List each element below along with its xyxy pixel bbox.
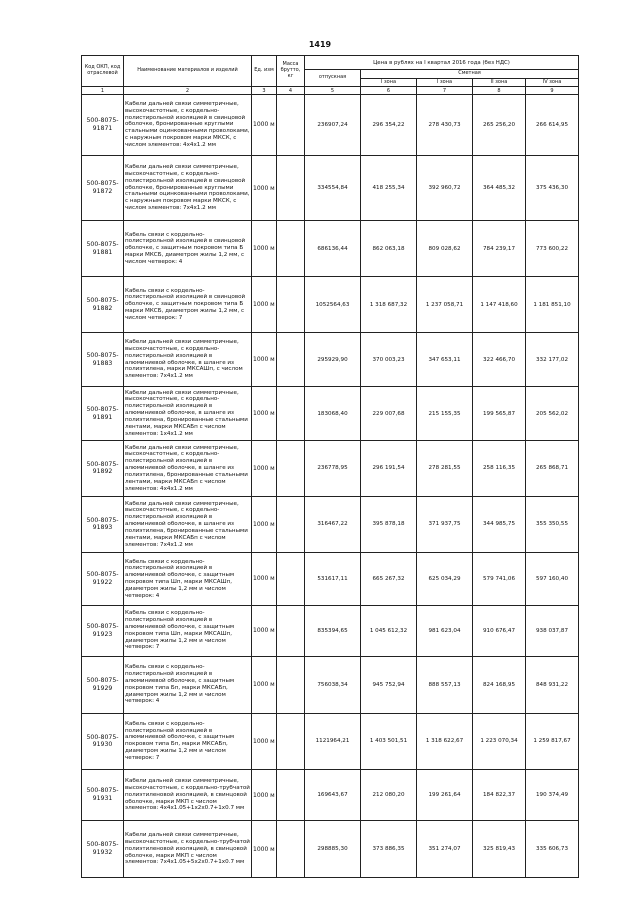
product-code: 500-8075-91929 bbox=[82, 657, 124, 714]
table-row bbox=[82, 155, 579, 221]
mass-cell bbox=[277, 155, 305, 221]
zone-2-price: 888 557,13 bbox=[417, 657, 473, 714]
zone-1-price: 665 267,32 bbox=[361, 553, 417, 605]
zone-3-price: 325 819,43 bbox=[473, 821, 526, 878]
product-name: Кабели дальней связи симметричные, высокочастотные, с кордельно-полистирольной изоляцией в алюминиевой оболочке, в шланге из полиэтилена, бронированные стальными лентами, марки МКСАБп с числом элементов: 1х4х1.2 мм bbox=[124, 386, 252, 440]
mass-cell bbox=[277, 605, 305, 656]
unit-cell: 1000 м bbox=[252, 386, 277, 440]
zone-1-price: 1 318 687,32 bbox=[361, 276, 417, 333]
release-price: 298885,30 bbox=[305, 821, 361, 878]
zone-1-price: 229 007,68 bbox=[361, 386, 417, 440]
table-row bbox=[82, 221, 579, 276]
release-price: 1121964,21 bbox=[305, 713, 361, 770]
zone-2-price: 215 155,35 bbox=[417, 386, 473, 440]
table-row bbox=[82, 333, 579, 386]
zone-3-price: 199 565,87 bbox=[473, 386, 526, 440]
zone-4-price: 335 606,73 bbox=[526, 821, 579, 878]
product-name: Кабели дальней связи симметричные, высокочастотные, с кордельно-полистирольной изоляцией в алюминиевой оболочке, в шланге из полиэтилена, марки МКСАШп, с числом элементов: 7х4х1.2 мм bbox=[124, 333, 252, 386]
zone-2-price: 278 430,73 bbox=[417, 95, 473, 156]
zone-1-price: 945 752,94 bbox=[361, 657, 417, 714]
mass-cell bbox=[277, 770, 305, 821]
product-name: Кабель связи с кордельно-полистирольной изоляцией в алюминиевой оболочке, с защитным покровом типа Бп, марки МКСАБп, диаметром жилы 1,2 мм и числом четверок: 7 bbox=[124, 713, 252, 770]
table-row bbox=[82, 496, 579, 553]
zone-2-price: 1 318 622,67 bbox=[417, 713, 473, 770]
product-name: Кабели дальней связи симметричные, высокочастотные, с кордельно-полистирольной изоляцией в свинцовой оболочке, бронированные круглыми стальными оцинкованными проволоками, с наружным покровом марки МКСК, с числом элементов: 4х4х1.2 мм bbox=[124, 95, 252, 156]
zone-4-price: 1 181 851,10 bbox=[526, 276, 579, 333]
unit-cell: 1000 м bbox=[252, 95, 277, 156]
table-row bbox=[82, 821, 579, 878]
zone-1-price: 862 063,18 bbox=[361, 221, 417, 276]
zone-3-price: 265 256,20 bbox=[473, 95, 526, 156]
table-row bbox=[82, 441, 579, 496]
column-number: 5 bbox=[305, 87, 361, 95]
header-code: Код ОКП, код отраслевой bbox=[82, 56, 124, 87]
header-price-group: Цена в рублях на I квартал 2016 года (без НДС) bbox=[305, 56, 579, 70]
unit-cell: 1000 м bbox=[252, 441, 277, 496]
unit-cell: 1000 м bbox=[252, 605, 277, 656]
table-row bbox=[82, 276, 579, 333]
table-row bbox=[82, 553, 579, 605]
zone-1-price: 418 255,34 bbox=[361, 155, 417, 221]
zone-3-price: 910 676,47 bbox=[473, 605, 526, 656]
product-code: 500-8075-91871 bbox=[82, 95, 124, 156]
unit-cell: 1000 м bbox=[252, 553, 277, 605]
zone-1-price: 1 045 612,32 bbox=[361, 605, 417, 656]
zone-3-price: 322 466,70 bbox=[473, 333, 526, 386]
zone-2-price: 625 034,29 bbox=[417, 553, 473, 605]
mass-cell bbox=[277, 657, 305, 714]
unit-cell: 1000 м bbox=[252, 821, 277, 878]
zone-1-price: 373 886,35 bbox=[361, 821, 417, 878]
product-code: 500-8075-91881 bbox=[82, 221, 124, 276]
zone-3-price: 1 223 070,34 bbox=[473, 713, 526, 770]
zone-4-price: 375 436,30 bbox=[526, 155, 579, 221]
zone-4-price: 190 374,49 bbox=[526, 770, 579, 821]
column-number: 2 bbox=[124, 87, 252, 95]
zone-1-price: 296 191,54 bbox=[361, 441, 417, 496]
zone-2-price: 199 261,64 bbox=[417, 770, 473, 821]
zone-4-price: 205 562,02 bbox=[526, 386, 579, 440]
zone-3-price: 1 147 418,60 bbox=[473, 276, 526, 333]
zone-1-price: 370 003,23 bbox=[361, 333, 417, 386]
zone-3-price: 579 741,06 bbox=[473, 553, 526, 605]
product-name: Кабель связи с кордельно-полистирольной изоляцией в свинцовой оболочке, с защитным покровом типа Б марки МКСБ, диаметром жилы 1,2 мм, с числом четверок: 7 bbox=[124, 276, 252, 333]
release-price: 756038,34 bbox=[305, 657, 361, 714]
header-unit: Ед. изм bbox=[252, 56, 277, 87]
unit-cell: 1000 м bbox=[252, 155, 277, 221]
zone-3-price: 824 168,95 bbox=[473, 657, 526, 714]
zone-3-price: 784 239,17 bbox=[473, 221, 526, 276]
unit-cell: 1000 м bbox=[252, 333, 277, 386]
table-row bbox=[82, 713, 579, 770]
product-code: 500-8075-91930 bbox=[82, 713, 124, 770]
zone-2-price: 809 028,62 bbox=[417, 221, 473, 276]
product-code: 500-8075-91872 bbox=[82, 155, 124, 221]
release-price: 169643,67 bbox=[305, 770, 361, 821]
zone-4-price: 332 177,02 bbox=[526, 333, 579, 386]
product-code: 500-8075-91922 bbox=[82, 553, 124, 605]
zone-1-price: 212 080,20 bbox=[361, 770, 417, 821]
release-price: 236907,24 bbox=[305, 95, 361, 156]
product-code: 500-8075-91893 bbox=[82, 496, 124, 553]
zone-2-price: 371 937,75 bbox=[417, 496, 473, 553]
product-code: 500-8075-91883 bbox=[82, 333, 124, 386]
release-price: 686136,44 bbox=[305, 221, 361, 276]
header-zone-3: II зона bbox=[473, 79, 526, 87]
header-estimated: Сметная bbox=[361, 70, 579, 79]
zone-4-price: 938 037,87 bbox=[526, 605, 579, 656]
zone-2-price: 351 274,07 bbox=[417, 821, 473, 878]
product-name: Кабели дальней связи симметричные, высокочастотные, с кордельно-трубчатой полиэтиленовой изоляцией, в свинцовой оболочке, марки МКП с числом элементов: 4х4х1.05+1х2х0.7+1х0.7 мм bbox=[124, 770, 252, 821]
unit-cell: 1000 м bbox=[252, 713, 277, 770]
column-number: 8 bbox=[473, 87, 526, 95]
unit-cell: 1000 м bbox=[252, 770, 277, 821]
header-zone-4: IV зона bbox=[526, 79, 579, 87]
zone-4-price: 848 931,22 bbox=[526, 657, 579, 714]
unit-cell: 1000 м bbox=[252, 496, 277, 553]
zone-2-price: 981 623,04 bbox=[417, 605, 473, 656]
unit-cell: 1000 м bbox=[252, 221, 277, 276]
product-code: 500-8075-91882 bbox=[82, 276, 124, 333]
release-price: 236778,95 bbox=[305, 441, 361, 496]
release-price: 334554,84 bbox=[305, 155, 361, 221]
zone-2-price: 347 653,11 bbox=[417, 333, 473, 386]
zone-3-price: 184 822,37 bbox=[473, 770, 526, 821]
zone-3-price: 344 985,75 bbox=[473, 496, 526, 553]
mass-cell bbox=[277, 441, 305, 496]
zone-4-price: 265 868,71 bbox=[526, 441, 579, 496]
price-table bbox=[81, 55, 579, 878]
zone-4-price: 597 160,40 bbox=[526, 553, 579, 605]
table-row bbox=[82, 770, 579, 821]
header-release: отпускная bbox=[305, 70, 361, 87]
zone-3-price: 364 485,32 bbox=[473, 155, 526, 221]
release-price: 183068,40 bbox=[305, 386, 361, 440]
zone-4-price: 1 259 817,67 bbox=[526, 713, 579, 770]
product-name: Кабели дальней связи симметричные, высокочастотные, с кордельно-трубчатой полиэтиленовой изоляцией, в свинцовой оболочке, марки МКП с числом элементов: 7х4х1.05+5х2х0.7+1х0.7 мм bbox=[124, 821, 252, 878]
release-price: 531617,11 bbox=[305, 553, 361, 605]
product-code: 500-8075-91891 bbox=[82, 386, 124, 440]
mass-cell bbox=[277, 386, 305, 440]
product-name: Кабель связи с кордельно-полистирольной изоляцией в свинцовой оболочке, с защитным покровом типа Б марки МКСБ, диаметром жилы 1,2 мм, с числом четверок: 4 bbox=[124, 221, 252, 276]
zone-4-price: 773 600,22 bbox=[526, 221, 579, 276]
header-mass: Масса брутто, кг bbox=[277, 56, 305, 87]
zone-1-price: 395 878,18 bbox=[361, 496, 417, 553]
product-name: Кабели дальней связи симметричные, высокочастотные, с кордельно-полистирольной изоляцией в алюминиевой оболочке, в шланге из полиэтилена, бронированные стальными лентами, марки МКСАБп с числом элементов: 7х4х1.2 мм bbox=[124, 496, 252, 553]
release-price: 295929,90 bbox=[305, 333, 361, 386]
table-body bbox=[82, 95, 579, 878]
column-number: 6 bbox=[361, 87, 417, 95]
header-name: Наименование материалов и изделий bbox=[124, 56, 252, 87]
release-price: 835394,65 bbox=[305, 605, 361, 656]
zone-2-price: 392 960,72 bbox=[417, 155, 473, 221]
page-number: 1419 bbox=[308, 40, 332, 49]
zone-2-price: 1 237 058,71 bbox=[417, 276, 473, 333]
column-number: 7 bbox=[417, 87, 473, 95]
product-code: 500-8075-91932 bbox=[82, 821, 124, 878]
column-number: 1 bbox=[82, 87, 124, 95]
mass-cell bbox=[277, 821, 305, 878]
release-price: 316467,22 bbox=[305, 496, 361, 553]
product-name: Кабель связи с кордельно-полистирольной изоляцией в алюминиевой оболочке, с защитным покровом типа Шп, марки МКСАШп, диаметром жилы 1,2 мм и числом четверок: 7 bbox=[124, 605, 252, 656]
mass-cell bbox=[277, 276, 305, 333]
product-name: Кабели дальней связи симметричные, высокочастотные, с кордельно-полистирольной изоляцией в алюминиевой оболочке, в шланге из полиэтилена, бронированные стальными лентами, марки МКСАБп с числом элементов: 4х4х1.2 мм bbox=[124, 441, 252, 496]
table-row bbox=[82, 95, 579, 156]
product-code: 500-8075-91892 bbox=[82, 441, 124, 496]
zone-4-price: 266 614,95 bbox=[526, 95, 579, 156]
table-row bbox=[82, 657, 579, 714]
unit-cell: 1000 м bbox=[252, 276, 277, 333]
header-zone-1: I зона bbox=[361, 79, 417, 87]
column-number: 4 bbox=[277, 87, 305, 95]
column-number: 3 bbox=[252, 87, 277, 95]
table-row bbox=[82, 386, 579, 440]
product-code: 500-8075-91923 bbox=[82, 605, 124, 656]
unit-cell: 1000 м bbox=[252, 657, 277, 714]
mass-cell bbox=[277, 221, 305, 276]
product-name: Кабель связи с кордельно-полистирольной изоляцией в алюминиевой оболочке, с защитным покровом типа Шп, марки МКСАШп, диаметром жилы 1,2 мм и числом четверок: 4 bbox=[124, 553, 252, 605]
release-price: 1052564,63 bbox=[305, 276, 361, 333]
column-number: 9 bbox=[526, 87, 579, 95]
mass-cell bbox=[277, 95, 305, 156]
zone-4-price: 355 350,55 bbox=[526, 496, 579, 553]
zone-1-price: 1 403 501,51 bbox=[361, 713, 417, 770]
product-code: 500-8075-91931 bbox=[82, 770, 124, 821]
mass-cell bbox=[277, 713, 305, 770]
zone-3-price: 258 116,35 bbox=[473, 441, 526, 496]
mass-cell bbox=[277, 496, 305, 553]
product-name: Кабели дальней связи симметричные, высокочастотные, с кордельно-полистирольной изоляцией в свинцовой оболочке, бронированные круглыми стальными оцинкованными проволоками, с наружным покровом марки МКСК, с числом элементов: 7х4х1.2 мм bbox=[124, 155, 252, 221]
zone-2-price: 278 281,55 bbox=[417, 441, 473, 496]
header-zone-2: I зона bbox=[417, 79, 473, 87]
product-name: Кабель связи с кордельно-полистирольной изоляцией в алюминиевой оболочке, с защитным покровом типа Бп, марки МКСАБп, диаметром жилы 1,2 мм и числом четверок: 4 bbox=[124, 657, 252, 714]
zone-1-price: 296 354,22 bbox=[361, 95, 417, 156]
mass-cell bbox=[277, 333, 305, 386]
table-row bbox=[82, 605, 579, 656]
column-number-row bbox=[82, 87, 579, 95]
mass-cell bbox=[277, 553, 305, 605]
